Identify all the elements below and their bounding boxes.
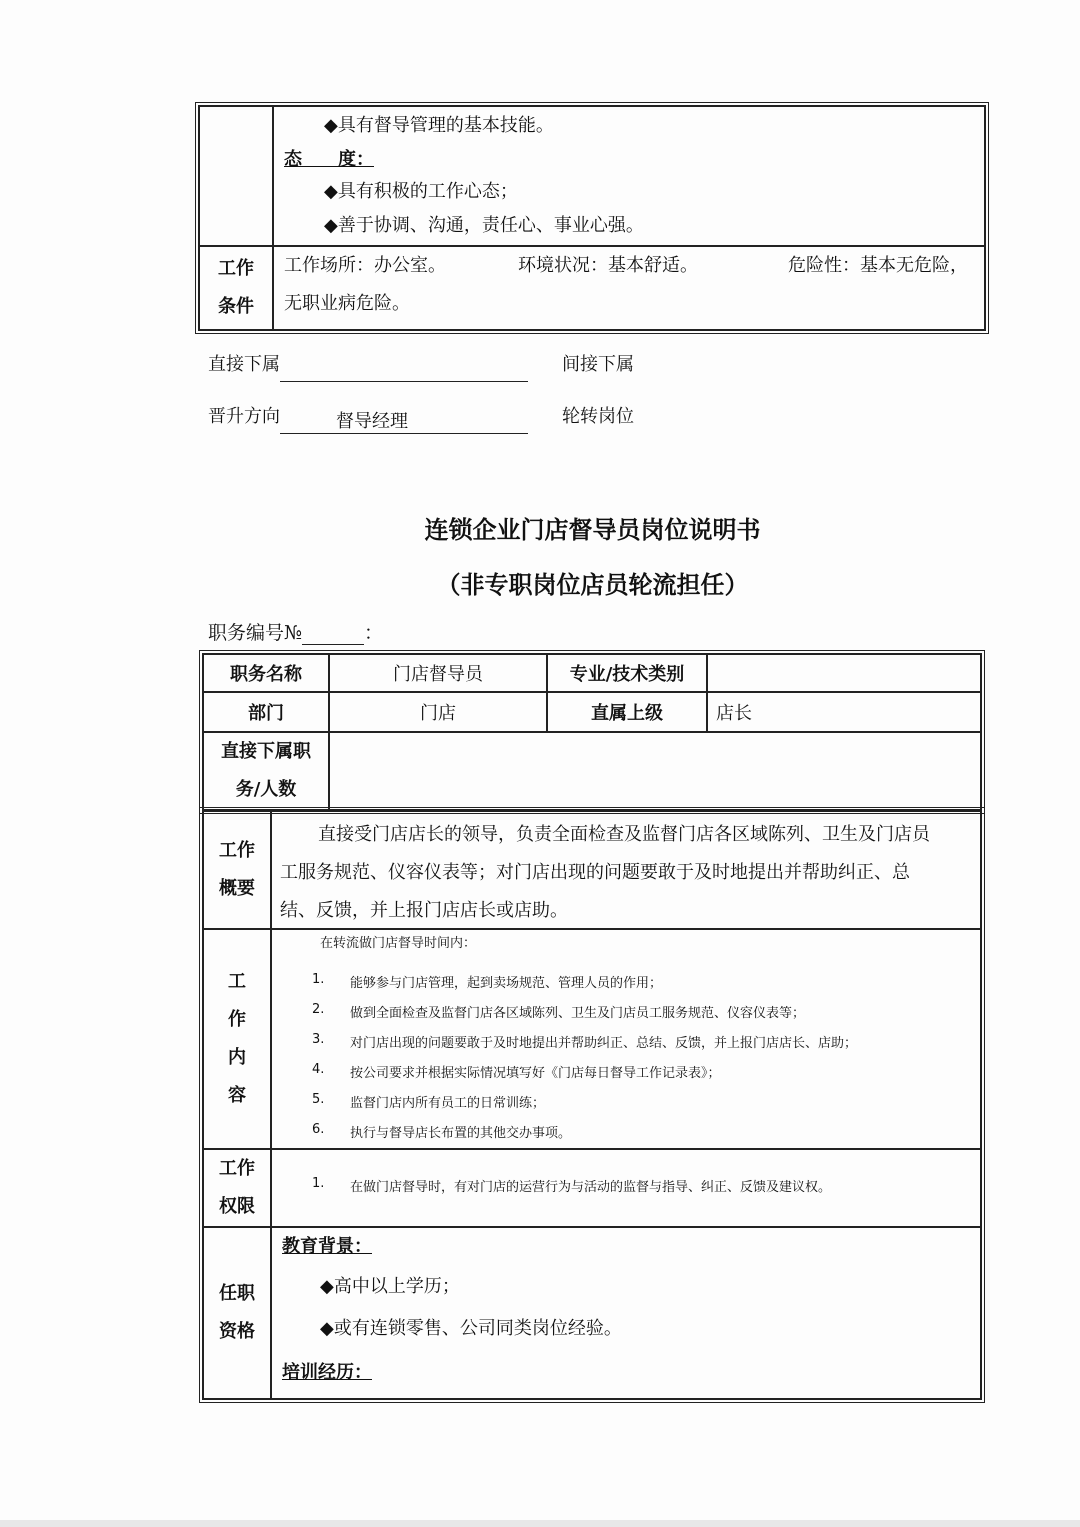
- direct-subordinate-row: [208, 348, 528, 382]
- job-number-row: [208, 618, 383, 645]
- summary-cell: [271, 811, 981, 929]
- summary-line-1: 直接受门店店长的领导，负责全面检查及监督门店各区域陈列、卫生及门店员: [318, 824, 930, 845]
- attitude-item-1: ◆具有积极的工作心态；: [324, 181, 518, 202]
- summary-line-2: 工服务规范、仪容仪表等；对门店出现的问题要敢于及时地提出并帮助纠正、总: [280, 862, 910, 883]
- job-number-blank: [302, 624, 364, 645]
- content-label: 工 作 内 容: [203, 929, 271, 1149]
- top-qualification-cell: [273, 106, 985, 246]
- direct-sub-blank: [280, 359, 528, 382]
- content-intro: 在转流做门店督导时间内：: [320, 936, 477, 951]
- qualification-cell: [271, 1227, 981, 1399]
- environment-text: 环境状况：基本舒适。: [518, 255, 698, 276]
- promotion-label: 晋升方向: [208, 406, 280, 427]
- work-conditions-cell: [273, 246, 985, 330]
- education-label: 教育背景：: [282, 1236, 372, 1257]
- summary-label: 工作 概要: [203, 811, 271, 929]
- promotion-blank: [280, 411, 528, 434]
- attitude-item-2: ◆善于协调、沟通，责任心、事业心强。: [324, 215, 644, 236]
- workplace-text: 工作场所：办公室。: [284, 255, 446, 276]
- job-title-label: 职务名称: [203, 654, 329, 692]
- doc-subtitle: （非专职岗位店员轮流担任）: [436, 571, 749, 599]
- skill-item: ◆具有督导管理的基本技能。: [324, 115, 554, 136]
- promotion-row: [208, 400, 528, 434]
- top-table: [198, 105, 986, 331]
- specialty-value: [707, 654, 981, 692]
- hazard-cont-text: 无职业病危险。: [284, 293, 410, 314]
- summary-line-3: 结、反馈，并上报门店店长或店助。: [280, 900, 568, 921]
- job-number-colon: ：: [363, 622, 383, 644]
- qualification-label: 任职 资格: [203, 1227, 271, 1399]
- main-table: [202, 653, 982, 811]
- job-title-value: 门店督导员: [329, 654, 547, 692]
- education-item-1: ◆高中以上学历；: [320, 1276, 460, 1297]
- rotation-label: 轮转岗位: [562, 406, 634, 427]
- dept-label: 部门: [203, 692, 329, 732]
- promotion-value: 督导经理: [336, 411, 408, 432]
- specialty-label: 专业/技术类别: [547, 654, 707, 692]
- job-number-label: 职务编号№: [208, 622, 302, 644]
- page-bottom-edge: [0, 1520, 1080, 1527]
- subordinates-value: [329, 732, 981, 810]
- attitude-label: 态 度：: [284, 149, 374, 170]
- authority-label: 工作 权限: [203, 1149, 271, 1227]
- main-table-lower: [202, 810, 982, 1400]
- education-item-2: ◆或有连锁零售、公司同类岗位经验。: [320, 1318, 622, 1339]
- training-label: 培训经历：: [282, 1362, 372, 1383]
- indirect-sub-label: 间接下属: [562, 354, 634, 375]
- authority-cell: 1. 在做门店督导时，有对门店的运营行为与活动的监督与指导、纠正、反馈及建议权。: [271, 1149, 981, 1227]
- hazard-text: 危险性：基本无危险，: [788, 255, 968, 276]
- superior-value: 店长: [707, 692, 981, 732]
- dept-value: 门店: [329, 692, 547, 732]
- superior-label: 直属上级: [547, 692, 707, 732]
- content-cell: 在转流做门店督导时间内： 1. 能够参与门店管理，起到卖场规范、管理人员的作用； 2. 做到全面检查及监督门店各区域陈列、卫生及门店员工服务规范、仪容仪表等； 3. 对门店出现的问题要敢于及时地提出并帮助纠正、总结、反馈，并上报门店店长、店助； 4. 按公司要求并根据实际情况填写好《门店每日督导工作记录表》； 5. 监督门店内所有员工的日常训练； 6. 执行与督导店长布置的其他交办事项。: [271, 929, 981, 1149]
- subordinates-label: 直接下属职 务/人数: [203, 732, 329, 810]
- top-left-empty-cell: [199, 106, 273, 246]
- doc-title: 连锁企业门店督导员岗位说明书: [424, 516, 761, 544]
- direct-sub-label: 直接下属: [208, 354, 280, 375]
- work-conditions-label: 工作 条件: [199, 246, 273, 330]
